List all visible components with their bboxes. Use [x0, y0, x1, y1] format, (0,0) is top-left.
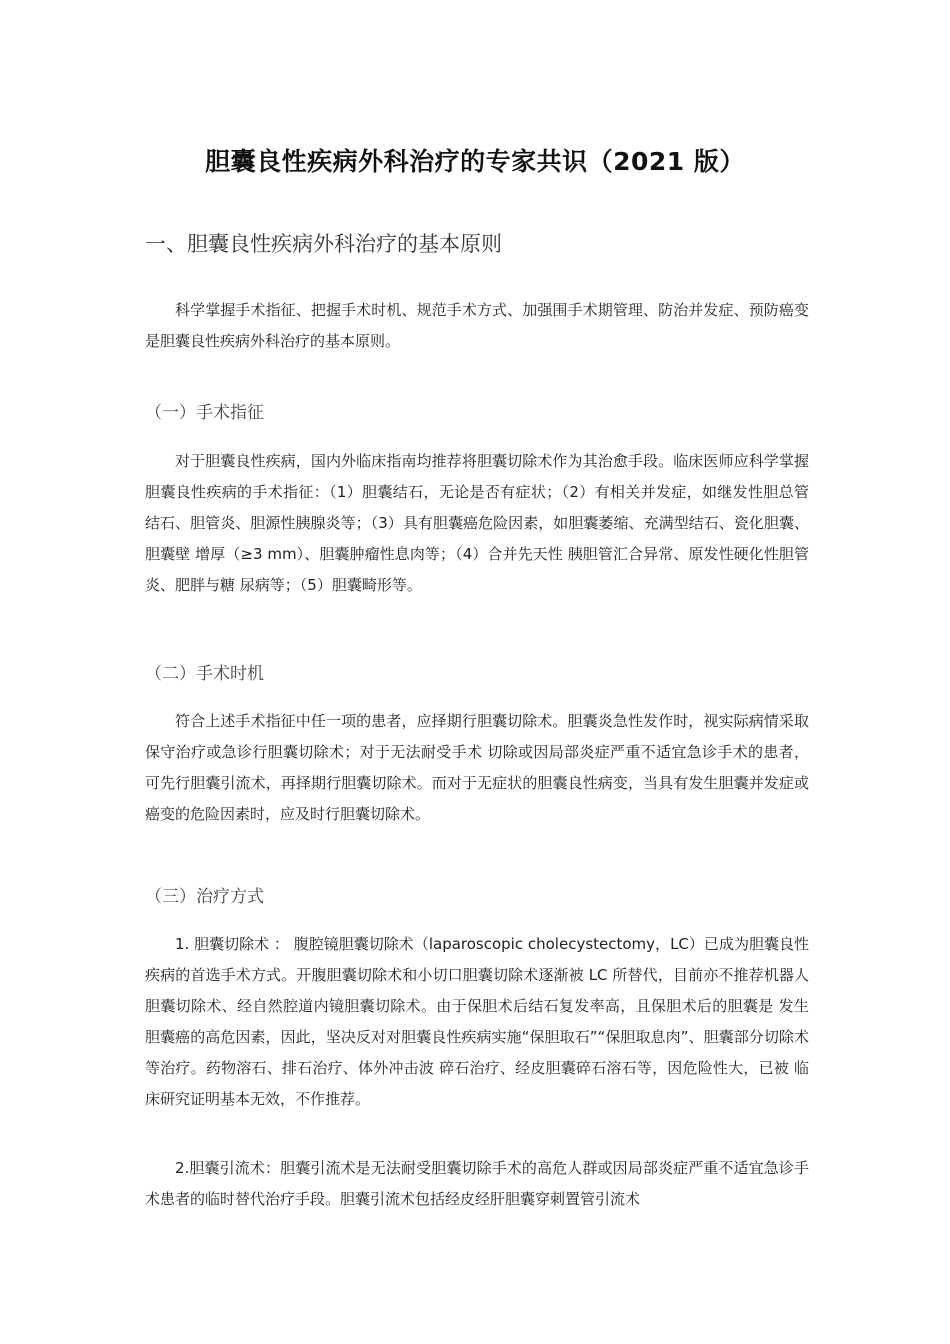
paragraph-surgical-indications: 对于胆囊良性疾病，国内外临床指南均推荐将胆囊切除术作为其治愈手段。临床医师应科学掌握胆囊良性疾病的手术指征：（1）胆囊结石，无论是否有症状；（2）有相关并发症，如继发性胆总管结石、胆管炎、胆源性胰腺炎等；（3）具有胆囊癌危险因素，如胆囊萎缩、充满型结石、瓷化胆囊、胆囊壁 增厚（≥3 mm）、胆囊肿瘤性息肉等；（4）合并先天性 胰胆管汇合异常、原发性硬化性胆管炎、肥胖与糖 尿病等；（5）胆囊畸形等。: [145, 452, 809, 594]
section-heading-basic-principles: 一、胆囊良性疾病外科治疗的基本原则: [145, 232, 502, 256]
subheading-surgical-indications: （一）手术指征: [145, 403, 264, 423]
paragraph-cholecystectomy: 1. 胆囊切除术 ： 腹腔镜胆囊切除术（laparoscopic cholecystectomy，LC）已成为胆囊良性疾病的首选手术方式。开腹胆囊切除术和小切口胆囊切除术逐渐被 LC 所替代，目前亦不推荐机器人胆囊切除术、经自然腔道内镜胆囊切除术。由于保胆术后结石复发率高，且保胆术后的胆囊是 发生胆囊癌的高危因素，因此，坚决反对对胆囊良性疾病实施“保胆取石”“保胆取息肉”、胆囊部分切除术等治疗。药物溶石、排石治疗、体外冲击波 碎石治疗、经皮胆囊碎石溶石等，因危险性大，已被 临床研究证明基本无效，不作推荐。: [145, 935, 809, 1108]
document-title: 胆囊良性疾病外科治疗的专家共识（2021 版）: [205, 147, 745, 176]
intro-paragraph: 科学掌握手术指征、把握手术时机、规范手术方式、加强围手术期管理、防治并发症、预防癌变是胆囊良性疾病外科治疗的基本原则。: [145, 301, 809, 350]
subheading-surgical-timing: （二）手术时机: [145, 664, 264, 684]
subheading-treatment-methods: （三）治疗方式: [145, 887, 264, 907]
paragraph-cholecystostomy: 2.胆囊引流术：胆囊引流术是无法耐受胆囊切除手术的高危人群或因局部炎症严重不适宜急诊手术患者的临时替代治疗手段。胆囊引流术包括经皮经肝胆囊穿刺置管引流术: [145, 1159, 809, 1208]
paragraph-surgical-timing: 符合上述手术指征中任一项的患者，应择期行胆囊切除术。胆囊炎急性发作时，视实际病情采取保守治疗或急诊行胆囊切除术；对于无法耐受手术 切除或因局部炎症严重不适宜急诊手术的患者，可先行胆囊引流术，再择期行胆囊切除术。而对于无症状的胆囊良性病变，当具有发生胆囊并发症或癌变的危险因素时，应及时行胆囊切除术。: [145, 712, 809, 823]
